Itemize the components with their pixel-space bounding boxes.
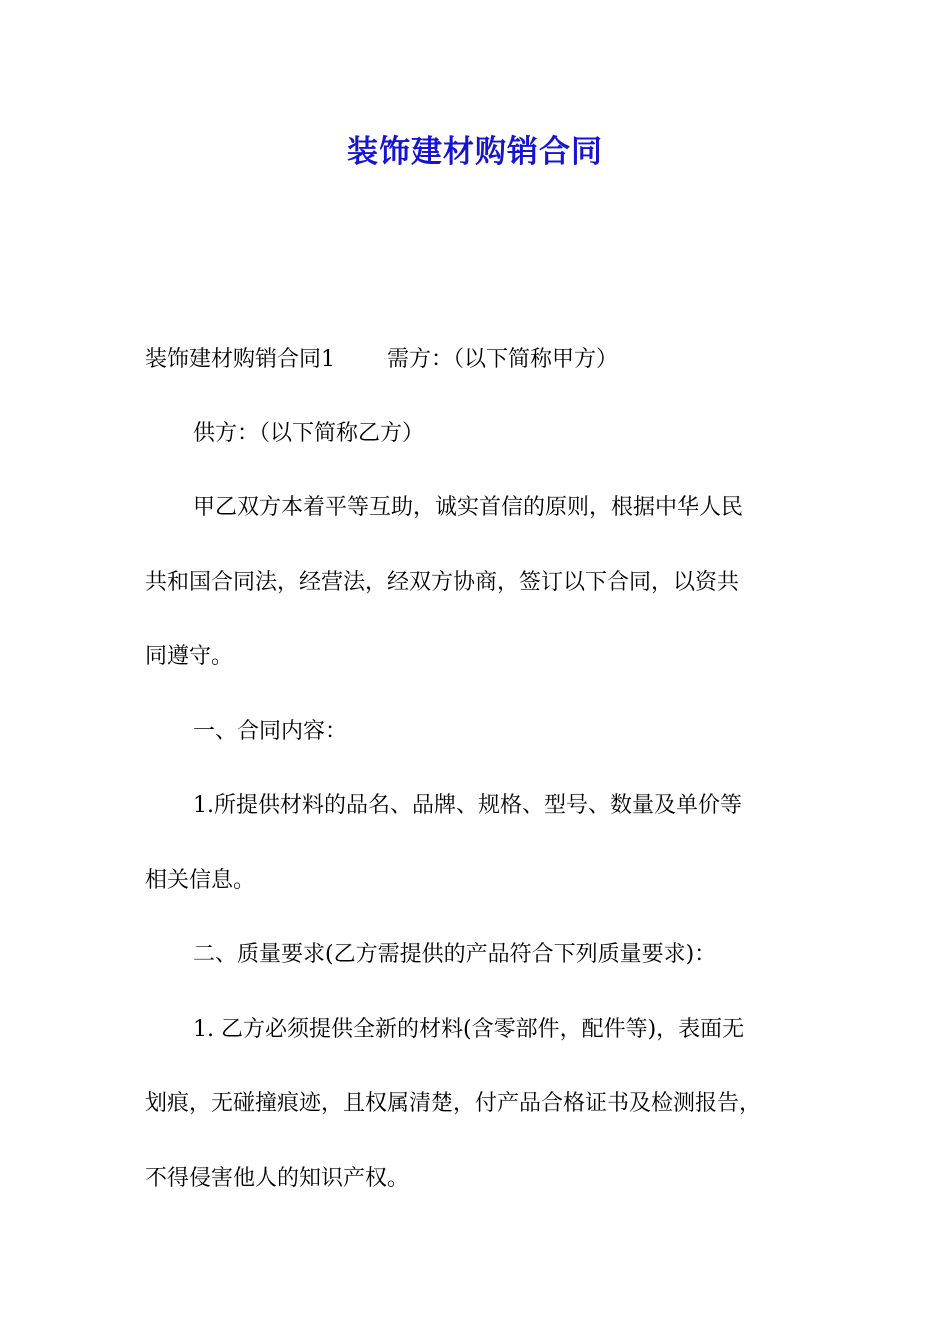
paragraph-header-line [145,340,618,380]
paragraph-line: 1. 乙方必须提供全新的材料(含零部件，配件等)，表面无 [193,1017,745,1042]
contract-heading: 装饰建材购销合同1 [145,347,335,372]
supplier-line: 供方：（以下简称乙方） [193,421,425,446]
paragraph-line: 划痕，无碰撞痕迹，且权属清楚，付产品合格证书及检测报告， [145,1091,762,1116]
section-heading-contract-content: 一、合同内容： [193,719,348,744]
section-heading-quality: 二、质量要求(乙方需提供的产品符合下列质量要求)： [193,942,717,967]
paragraph-line: 不得侵害他人的知识产权。 [145,1166,410,1191]
paragraph-line: 甲乙双方本着平等互助，诚实首信的原则，根据中华人民 [193,495,744,520]
buyer-line: 需方：（以下简称甲方） [387,347,619,372]
paragraph-line: 同遵守。 [145,644,234,669]
document-title: 装饰建材购销合同 [347,134,603,170]
paragraph-line: 共和国合同法，经营法，经双方协商，签订以下合同，以资共 [145,570,740,595]
paragraph-line: 1.所提供材料的品名、品牌、规格、型号、数量及单价等 [193,793,742,818]
paragraph-line: 相关信息。 [145,868,256,893]
document-body [145,0,825,1344]
